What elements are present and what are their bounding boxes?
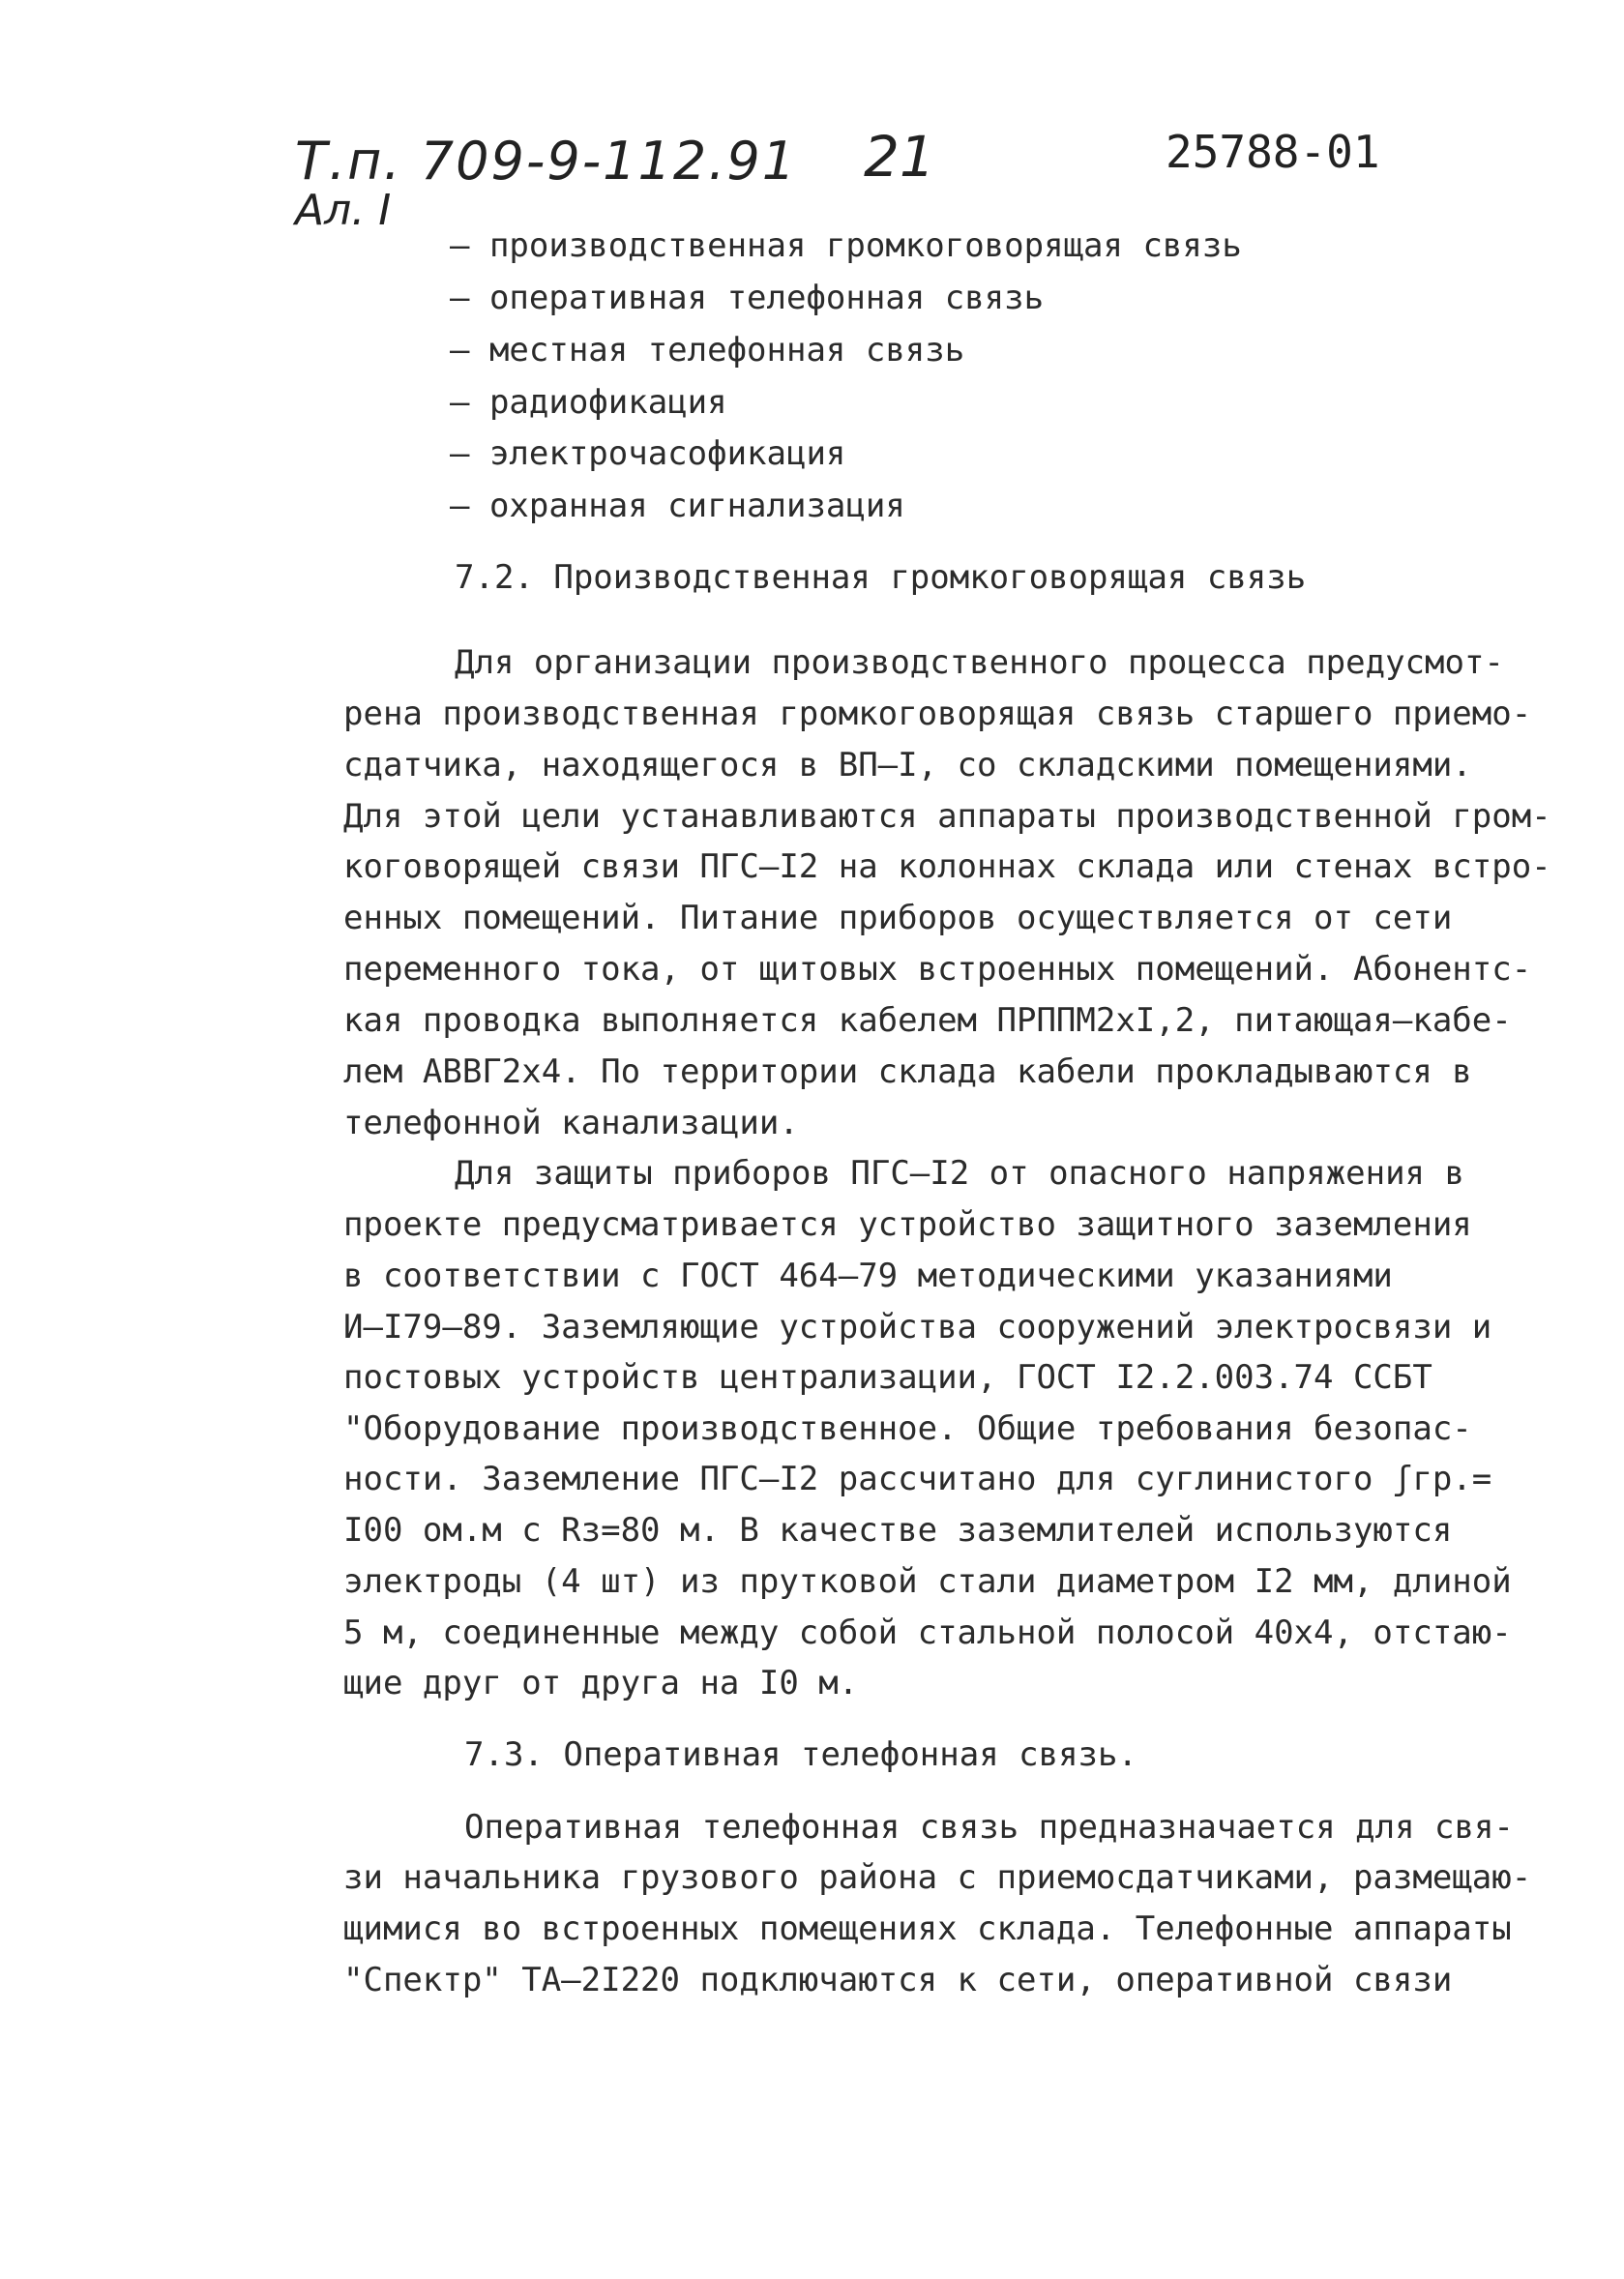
text-line: проекте предусматривается устройство защитного заземления [343, 1205, 1472, 1244]
section-7-2-heading: 7.2. Производственная громкоговорящая связь [455, 558, 1307, 597]
text-line: 5 м, соединенные между собой стальной полосой 40х4, отстаю- [343, 1613, 1512, 1652]
sheet-label: Ал. I [295, 186, 392, 235]
text-line: сдатчика, находящегося в ВП–I, со складскими помещениями. [343, 746, 1472, 784]
text-line: ности. Заземление ПГС–I2 рассчитано для суглинистого ʃгр.= [343, 1460, 1492, 1498]
text-line: лем АВВГ2х4. По территории склада кабели прокладываются в [343, 1052, 1472, 1091]
list-item: – охранная сигнализация [450, 487, 905, 525]
text-line: щие друг от друга на I0 м. [343, 1664, 859, 1702]
list-item: – оперативная телефонная связь [450, 279, 1045, 317]
text-line: Для защиты приборов ПГС–I2 от опасного напряжения в [455, 1154, 1464, 1193]
section-7-3-heading: 7.3. Оперативная телефонная связь. [464, 1735, 1137, 1774]
text-line: "Спектр" ТА–2I220 подключаются к сети, оперативной связи [343, 1961, 1453, 1999]
text-line: И–I79–89. Заземляющие устройства сооружений электросвязи и [343, 1308, 1492, 1347]
list-item: – производственная громкоговорящая связь [450, 226, 1242, 265]
inventory-number: 25788-01 [1166, 126, 1380, 178]
text-line: Оперативная телефонная связь предназначается для свя- [464, 1808, 1514, 1847]
text-line: Для организации производственного процесса предусмот- [455, 643, 1504, 682]
text-line: Для этой цели устанавливаются аппараты производственной гром- [343, 797, 1551, 836]
text-line: I00 ом.м с Rз=80 м. В качестве заземлителей используются [343, 1511, 1453, 1550]
text-line: в соответствии с ГОСТ 464–79 методическими указаниями [343, 1257, 1393, 1295]
list-item: – радиофикация [450, 383, 727, 422]
text-line: коговорящей связи ПГС–I2 на колоннах склада или стенах встро- [343, 847, 1551, 886]
text-line: "Оборудование производственное. Общие требования безопас- [343, 1409, 1472, 1448]
page-number: 21 [864, 124, 935, 190]
text-line: постовых устройств централизации, ГОСТ I2.2.003.74 ССБТ [343, 1358, 1432, 1397]
text-line: енных помещений. Питание приборов осуществляется от сети [343, 899, 1453, 937]
list-item: – электрочасофикация [450, 434, 846, 473]
text-line: электроды (4 шт) из прутковой стали диаметром I2 мм, длиной [343, 1562, 1512, 1601]
text-line: зи начальника грузового района с приемосдатчиками, размещаю- [343, 1858, 1532, 1897]
text-line: переменного тока, от щитовых встроенных помещений. Абонентс- [343, 950, 1532, 989]
document-code: Т.п. 709-9-112.91 [295, 131, 798, 192]
text-line: кая проводка выполняется кабелем ПРППМ2хI,2, питающая–кабе- [343, 1001, 1512, 1040]
text-line: щимися во встроенных помещениях склада. Телефонные аппараты [343, 1909, 1512, 1948]
text-line: телефонной канализации. [343, 1104, 799, 1142]
list-item: – местная телефонная связь [450, 331, 965, 370]
text-line: рена производственная громкоговорящая связь старшего приемо- [343, 695, 1532, 733]
